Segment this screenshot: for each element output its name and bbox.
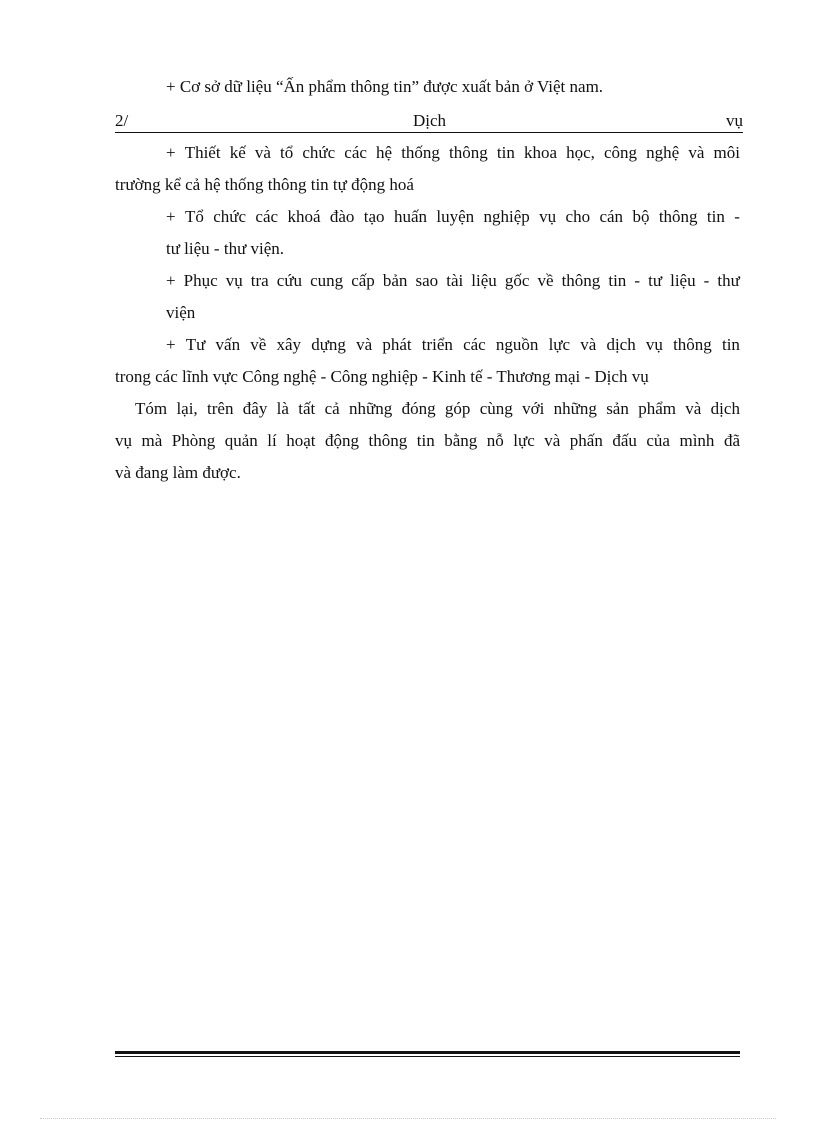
- word: sản: [606, 399, 629, 418]
- word: dựng: [311, 335, 346, 354]
- word: khoá: [287, 207, 321, 226]
- word: thông: [368, 431, 408, 450]
- word: thông: [658, 207, 698, 226]
- word: vụ: [645, 335, 663, 354]
- word: những: [553, 399, 597, 418]
- service-item-2-line1: [166, 206, 740, 228]
- word: Tổ: [184, 207, 204, 226]
- word: là: [276, 399, 289, 418]
- word: của: [646, 431, 670, 450]
- word: -: [634, 271, 641, 290]
- word: chức: [302, 143, 336, 162]
- word: liệu: [670, 271, 696, 290]
- word: cả: [324, 399, 340, 418]
- word: +: [166, 271, 176, 290]
- word: quản: [224, 431, 258, 450]
- word: triển: [421, 335, 453, 354]
- word: và: [356, 335, 373, 354]
- word: vấn: [215, 335, 241, 354]
- word: và: [254, 143, 271, 162]
- word: tra: [250, 271, 269, 290]
- word: tin: [706, 207, 725, 226]
- word: phấn: [569, 431, 603, 450]
- word: và: [580, 335, 597, 354]
- word: đấu: [612, 431, 637, 450]
- service-item-3-line2: viện: [166, 303, 196, 322]
- service-item-4-line1: [166, 334, 740, 356]
- service-item-2-line2: tư liệu - thư viện.: [166, 239, 285, 258]
- heading-underline: [446, 117, 726, 133]
- word: đóng: [401, 399, 436, 418]
- word: Phòng: [171, 431, 216, 450]
- word: với: [522, 399, 545, 418]
- word: tạo: [363, 207, 385, 226]
- word: động: [325, 431, 360, 450]
- word: -: [703, 271, 710, 290]
- summary-line3: và đang làm được.: [115, 463, 241, 482]
- service-item-1-line1: [166, 142, 740, 164]
- word: và: [544, 431, 561, 450]
- word: tư: [648, 271, 663, 290]
- word: lực: [513, 431, 535, 450]
- word: tin: [416, 431, 435, 450]
- word: tài: [446, 271, 464, 290]
- word: luyện: [436, 207, 475, 226]
- word: cứu: [276, 271, 303, 290]
- word: phẩm: [638, 399, 676, 418]
- footer-rule-thick: [115, 1051, 740, 1054]
- word: lí: [267, 431, 277, 450]
- word: bản: [382, 271, 408, 290]
- word: huấn: [393, 207, 427, 226]
- section-title: Dịch: [413, 110, 446, 133]
- word: cùng: [479, 399, 513, 418]
- word: nỗ: [486, 431, 504, 450]
- word: các: [255, 207, 279, 226]
- word: cung: [310, 271, 344, 290]
- word: liệu: [471, 271, 497, 290]
- word: vụ: [225, 271, 243, 290]
- service-item-1-line2: trường kể cả hệ thống thông tin tự động hoá: [115, 175, 414, 194]
- word: chức: [213, 207, 247, 226]
- word: Thiết: [184, 143, 221, 162]
- word: về: [250, 335, 267, 354]
- word: các: [344, 143, 367, 162]
- word: về: [537, 271, 554, 290]
- service-item-4-line2: trong các lĩnh vực Công nghệ - Công nghiệp - Kinh tế - Thương mại - Dịch vụ: [115, 367, 649, 386]
- word: tin: [721, 335, 740, 354]
- word: dịch: [710, 399, 740, 418]
- word: kế: [229, 143, 246, 162]
- word: đào: [329, 207, 355, 226]
- word: cho: [565, 207, 591, 226]
- word: học,: [566, 143, 595, 162]
- word: dịch: [606, 335, 636, 354]
- word: lực: [548, 335, 571, 354]
- word: thư: [717, 271, 740, 290]
- word: mình: [679, 431, 715, 450]
- word: hoạt: [286, 431, 316, 450]
- word: nguồn: [495, 335, 539, 354]
- word: tin: [496, 143, 515, 162]
- word: vụ: [539, 207, 557, 226]
- word: bộ: [632, 207, 650, 226]
- word: phát: [382, 335, 412, 354]
- word: Tư: [185, 335, 206, 354]
- word: đã: [723, 431, 740, 450]
- summary-line1: [135, 398, 740, 420]
- word: mà: [141, 431, 163, 450]
- word: lại,: [176, 399, 198, 418]
- section-title-end: vụ: [726, 110, 743, 133]
- word: cán: [599, 207, 624, 226]
- footer-rule-thin: [115, 1056, 740, 1057]
- word: nghệ: [646, 143, 680, 162]
- heading-underline: [133, 117, 413, 133]
- word: +: [166, 143, 176, 162]
- word: những: [349, 399, 393, 418]
- word: tổ: [280, 143, 294, 162]
- word: và: [688, 143, 705, 162]
- word: sao: [415, 271, 439, 290]
- section-number: 2/: [115, 110, 133, 133]
- word: thông: [561, 271, 601, 290]
- word: tất: [298, 399, 316, 418]
- word: Tóm: [135, 399, 168, 418]
- word: góp: [444, 399, 471, 418]
- word: gốc: [504, 271, 530, 290]
- word: -: [734, 207, 740, 226]
- word: và: [685, 399, 702, 418]
- word: công: [604, 143, 638, 162]
- word: thông: [449, 143, 488, 162]
- service-item-3-line1: [166, 270, 740, 292]
- section-heading: [115, 110, 743, 133]
- summary-line2: [115, 430, 740, 452]
- word: +: [166, 207, 176, 226]
- word: nghiệp: [483, 207, 530, 226]
- item-database: + Cơ sở dữ liệu “Ấn phẩm thông tin” được xuất bản ở Việt nam.: [166, 77, 604, 96]
- word: Phục: [183, 271, 218, 290]
- word: +: [166, 335, 176, 354]
- word: cấp: [351, 271, 375, 290]
- word: vụ: [115, 431, 132, 450]
- word: trên: [207, 399, 234, 418]
- word: các: [463, 335, 486, 354]
- word: thống: [401, 143, 440, 162]
- word: hệ: [376, 143, 393, 162]
- word: thông: [673, 335, 712, 354]
- word: bằng: [444, 431, 478, 450]
- word: môi: [713, 143, 740, 162]
- word: đây: [242, 399, 268, 418]
- word: xây: [276, 335, 302, 354]
- word: tin: [608, 271, 627, 290]
- page-bottom-border: [40, 1118, 776, 1119]
- word: khoa: [523, 143, 557, 162]
